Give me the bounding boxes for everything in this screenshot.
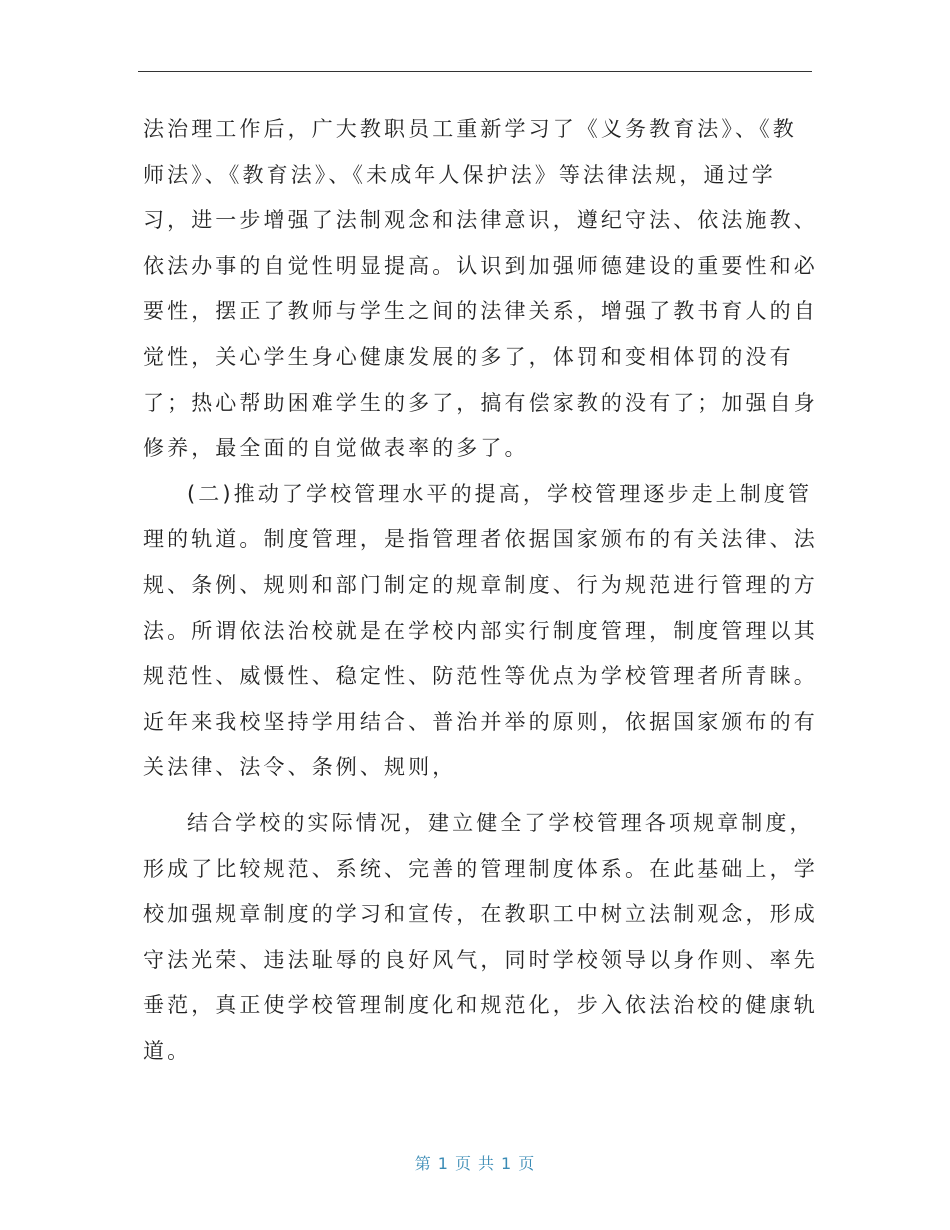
footer-middle: 页 共 xyxy=(454,1154,496,1173)
text-line: 守法光荣、违法耻辱的良好风气，同时学校领导以身作则、率先 xyxy=(143,947,818,972)
text-line: 觉性，关心学生身心健康发展的多了，体罚和变相体罚的没有 xyxy=(143,344,794,369)
text-line: 修养，最全面的自觉做表率的多了。 xyxy=(143,436,529,461)
paragraph-2 xyxy=(143,472,818,791)
paragraph-3 xyxy=(143,801,818,1075)
text-line: 要性，摆正了教师与学生之间的法律关系，增强了教书育人的自 xyxy=(143,299,818,324)
page-footer xyxy=(0,1151,950,1174)
text-line: 关法律、法令、条例、规则， xyxy=(143,755,457,780)
text-line: 依法办事的自觉性明显提高。认识到加强师德建设的重要性和必 xyxy=(143,253,818,278)
paragraph-gap xyxy=(143,791,803,801)
text-line: 道。 xyxy=(143,1038,192,1063)
text-line: 规范性、威慑性、稳定性、防范性等优点为学校管理者所青睐。 xyxy=(143,664,818,689)
footer-page-number: 1 xyxy=(437,1154,449,1173)
text-line: 垂范，真正使学校管理制度化和规范化，步入依法治校的健康轨 xyxy=(143,993,818,1018)
text-line: 法。所谓依法治校就是在学校内部实行制度管理，制度管理以其 xyxy=(143,618,818,643)
text-line: 师法》、《教育法》、《未成年人保护法》等法律法规，通过学 xyxy=(143,162,776,187)
text-line: 结合学校的实际情况，建立健全了学校管理各项规章制度， xyxy=(187,810,814,835)
text-line: 校加强规章制度的学习和宣传，在教职工中树立法制观念，形成 xyxy=(143,902,818,927)
header-rule xyxy=(138,71,812,72)
text-line: 形成了比较规范、系统、完善的管理制度体系。在此基础上，学 xyxy=(143,856,818,881)
text-line: 近年来我校坚持学用结合、普治并举的原则，依据国家颁布的有 xyxy=(143,709,818,734)
text-line: 规、条例、规则和部门制定的规章制度、行为规范进行管理的方 xyxy=(143,572,818,597)
footer-suffix: 页 xyxy=(518,1154,536,1173)
footer-prefix: 第 xyxy=(414,1154,432,1173)
text-line: (二)推动了学校管理水平的提高，学校管理逐步走上制度管 xyxy=(187,481,813,506)
footer-total-pages: 1 xyxy=(501,1154,513,1173)
text-line: 理的轨道。制度管理，是指管理者依据国家颁布的有关法律、法 xyxy=(143,527,818,552)
text-line: 习，进一步增强了法制观念和法律意识，遵纪守法、依法施教、 xyxy=(143,208,818,233)
document-body xyxy=(143,107,818,1074)
text-line: 了；热心帮助困难学生的多了，搞有偿家教的没有了；加强自身 xyxy=(143,390,818,415)
text-line: 法治理工作后，广大教职员工重新学习了《义务教育法》、《教 xyxy=(143,117,797,141)
paragraph-1 xyxy=(143,107,818,472)
